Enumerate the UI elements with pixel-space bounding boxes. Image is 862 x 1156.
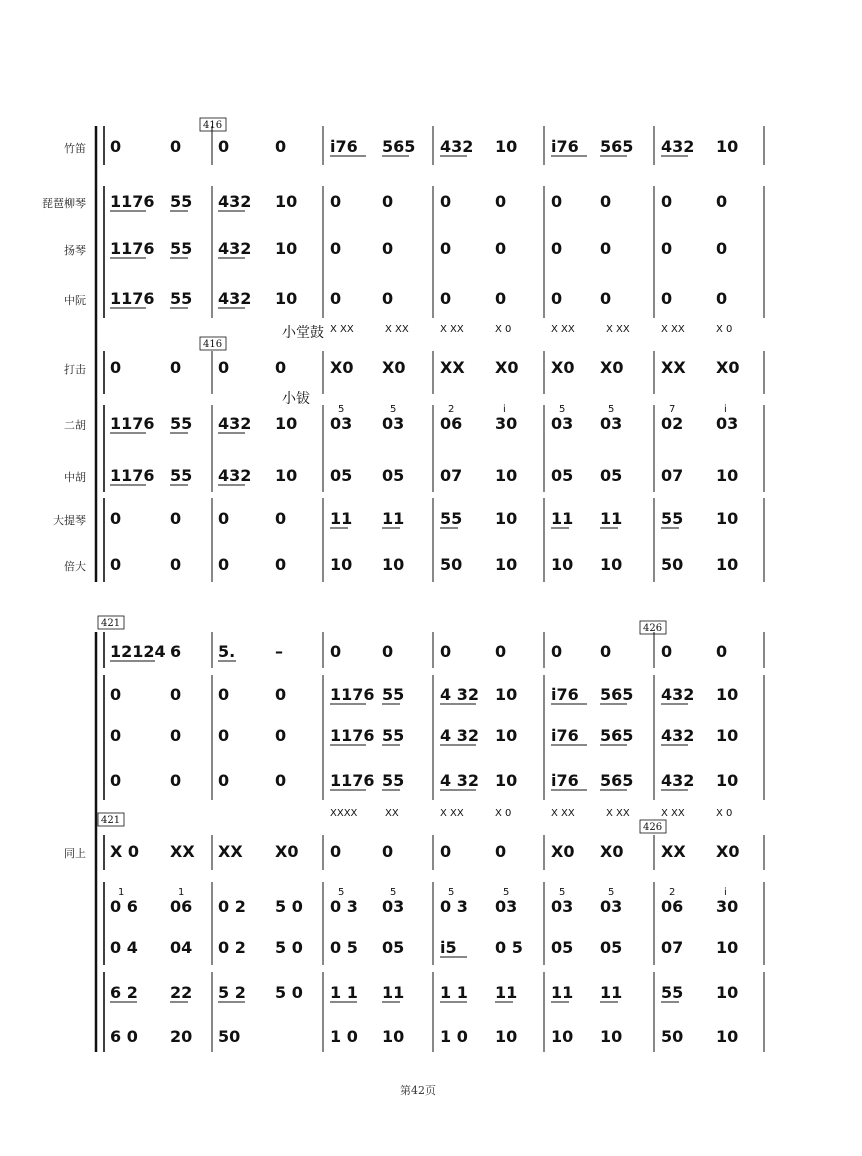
note-group: 30 xyxy=(495,414,518,433)
note-group: 0 xyxy=(110,358,122,377)
note-group: 10 xyxy=(495,726,518,745)
note-group: 11 xyxy=(600,509,623,528)
note-group: 06 xyxy=(661,897,684,916)
note-group: 03 xyxy=(551,414,574,433)
note-group: 03 xyxy=(330,414,353,433)
rehearsal-mark: 426 xyxy=(643,623,663,634)
note-group: 0 xyxy=(275,685,287,704)
rhythm-cell: X 0 xyxy=(495,324,512,335)
note-group: 06 xyxy=(440,414,463,433)
note-group: 5 2 xyxy=(218,983,246,1002)
note-group: 11 xyxy=(382,509,405,528)
note-group: 4 32 xyxy=(440,726,479,745)
note-group: 10 xyxy=(382,1027,405,1046)
note-group: 0 5 xyxy=(495,938,523,957)
note-group: 432 xyxy=(218,466,252,485)
note-group: 55 xyxy=(382,685,405,704)
note-group: 50 xyxy=(440,555,463,574)
note-group: 1 1 xyxy=(440,983,468,1002)
rhythm-cell: XXXX xyxy=(330,808,358,819)
upper-note: 5 xyxy=(338,887,345,898)
note-group: 565 xyxy=(382,137,416,156)
rehearsal-mark: 416 xyxy=(203,120,223,131)
note-group: i̇76 xyxy=(551,771,579,790)
note-group: 0 xyxy=(330,239,342,258)
note-group: 10 xyxy=(495,1027,518,1046)
note-group: 07 xyxy=(440,466,463,485)
note-group: 10 xyxy=(275,289,298,308)
note-group: 1176 xyxy=(110,414,155,433)
rehearsal-mark: 426 xyxy=(643,822,663,833)
note-group: 11 xyxy=(600,983,623,1002)
instrument-label: 扬琴 xyxy=(64,244,86,257)
note-group: 10 xyxy=(716,771,739,790)
page-number: 第42页 xyxy=(400,1084,436,1097)
note-group: 1176 xyxy=(330,771,375,790)
note-group: 432 xyxy=(661,726,695,745)
upper-note: i̇ xyxy=(724,404,727,415)
note-group: 55 xyxy=(170,239,193,258)
note-group: 0 xyxy=(382,239,394,258)
note-group: 0 xyxy=(170,685,182,704)
rhythm-cell: X 0 xyxy=(495,808,512,819)
upper-note: 5 xyxy=(448,887,455,898)
note-group: 432 xyxy=(661,137,695,156)
note-group: 30 xyxy=(716,897,739,916)
note-group: X0 xyxy=(716,842,740,861)
note-group: 0 xyxy=(661,239,673,258)
upper-note: 2 xyxy=(669,887,676,898)
rhythm-cell: X XX xyxy=(606,808,630,819)
note-group: X0 xyxy=(330,358,354,377)
note-group: 55 xyxy=(382,726,405,745)
note-group: 432 xyxy=(661,771,695,790)
note-group: 0 xyxy=(110,685,122,704)
instrument-label: 大提琴 xyxy=(53,514,86,527)
note-group: 0 xyxy=(716,192,728,211)
note-group: 0 xyxy=(110,771,122,790)
note-group: X0 xyxy=(551,358,575,377)
upper-note: 5 xyxy=(608,887,615,898)
note-group: 11 xyxy=(495,983,518,1002)
rhythm-cell: X XX xyxy=(440,324,464,335)
note-group: 0 xyxy=(330,842,342,861)
note-group: 10 xyxy=(716,685,739,704)
rhythm-cell: X XX xyxy=(440,808,464,819)
rhythm-cell: X XX xyxy=(385,324,409,335)
note-group: 0 xyxy=(495,289,507,308)
note-group: 0 3 xyxy=(330,897,358,916)
note-group: XX xyxy=(170,842,195,861)
note-group: 55 xyxy=(661,509,684,528)
note-group: 432 xyxy=(218,414,252,433)
note-group: 0 xyxy=(330,642,342,661)
note-group: 55 xyxy=(170,466,193,485)
note-group: 10 xyxy=(495,509,518,528)
note-group: 10 xyxy=(495,771,518,790)
note-group: i̇76 xyxy=(330,137,358,156)
note-group: X0 xyxy=(551,842,575,861)
note-group: X0 xyxy=(382,358,406,377)
note-group: XX xyxy=(661,842,686,861)
note-group: 432 xyxy=(440,137,474,156)
note-group: 0 xyxy=(716,239,728,258)
upper-note: 1 xyxy=(118,887,125,898)
note-group: 05 xyxy=(600,466,623,485)
upper-note: 5 xyxy=(390,887,397,898)
note-group: 0 xyxy=(382,289,394,308)
note-group: 0 xyxy=(661,289,673,308)
note-group: 12124 xyxy=(110,642,166,661)
note-group: 0 xyxy=(551,239,563,258)
note-group: 6 xyxy=(170,642,182,661)
note-group: 03 xyxy=(600,897,623,916)
note-group: 0 3 xyxy=(440,897,468,916)
note-group: XX xyxy=(440,358,465,377)
note-group: 07 xyxy=(661,938,684,957)
note-group: 05 xyxy=(382,938,405,957)
rehearsal-mark: 421 xyxy=(101,815,121,826)
note-group: 1 0 xyxy=(330,1027,358,1046)
note-group: 432 xyxy=(218,192,252,211)
note-group: 0 xyxy=(170,555,182,574)
note-group: 0 xyxy=(551,289,563,308)
note-group: 0 xyxy=(495,192,507,211)
note-group: X0 xyxy=(716,358,740,377)
note-group: i̇76 xyxy=(551,726,579,745)
note-group: i̇76 xyxy=(551,137,579,156)
note-group: 04 xyxy=(170,938,193,957)
instrument-label: 中阮 xyxy=(64,294,86,307)
upper-note: 2 xyxy=(448,404,455,415)
rhythm-cell: X XX xyxy=(551,808,575,819)
note-group: 10 xyxy=(275,239,298,258)
rhythm-cell: X 0 xyxy=(716,324,733,335)
note-group: – xyxy=(275,642,283,661)
instrument-labels xyxy=(42,141,86,860)
note-group: 0 xyxy=(170,771,182,790)
note-group: 10 xyxy=(495,685,518,704)
instrument-label: 二胡 xyxy=(64,419,86,432)
note-group: 0 xyxy=(275,358,287,377)
note-group: 10 xyxy=(551,1027,574,1046)
note-group: 10 xyxy=(495,137,518,156)
note-group: 55 xyxy=(440,509,463,528)
note-group: 50 xyxy=(661,555,684,574)
upper-note: 5 xyxy=(503,887,510,898)
note-group: 1 1 xyxy=(330,983,358,1002)
note-group: 10 xyxy=(275,192,298,211)
note-group: 0 xyxy=(218,685,230,704)
note-group: 1176 xyxy=(110,466,155,485)
note-group: 03 xyxy=(382,414,405,433)
note-group: 0 6 xyxy=(110,897,138,916)
note-group: 10 xyxy=(382,555,405,574)
note-group: 10 xyxy=(600,555,623,574)
small-cymbal-annotation: 小钹 xyxy=(282,391,310,407)
note-group: 0 xyxy=(661,192,673,211)
note-group: 05 xyxy=(330,466,353,485)
note-group: 10 xyxy=(716,466,739,485)
note-group: 0 xyxy=(275,726,287,745)
note-group: 5. xyxy=(218,642,236,661)
note-group: 10 xyxy=(716,983,739,1002)
note-group: 5 0 xyxy=(275,897,303,916)
note-group: 06 xyxy=(170,897,193,916)
note-group: 0 xyxy=(170,726,182,745)
note-group: 07 xyxy=(661,466,684,485)
note-group: XX xyxy=(218,842,243,861)
note-group: 0 xyxy=(440,289,452,308)
note-group: 1176 xyxy=(110,289,155,308)
upper-note: 5 xyxy=(559,404,566,415)
note-group: 565 xyxy=(600,726,634,745)
note-group: 11 xyxy=(551,983,574,1002)
upper-note: i̇ xyxy=(503,404,506,415)
note-group: 50 xyxy=(661,1027,684,1046)
note-group: 11 xyxy=(382,983,405,1002)
note-group: 1176 xyxy=(330,726,375,745)
upper-note: 5 xyxy=(608,404,615,415)
note-group: 4 32 xyxy=(440,771,479,790)
note-group: 10 xyxy=(551,555,574,574)
note-group: i̇5 xyxy=(440,938,457,957)
note-group: 0 xyxy=(382,642,394,661)
upper-note: 5 xyxy=(559,887,566,898)
note-group: 0 xyxy=(110,555,122,574)
note-group: 0 xyxy=(218,509,230,528)
instrument-label: 竹笛 xyxy=(64,142,86,155)
instrument-label: 中胡 xyxy=(64,471,86,484)
rhythm-cell: XX xyxy=(385,808,399,819)
rhythm-cell: X XX xyxy=(330,324,354,335)
rhythm-cell: X XX xyxy=(661,808,685,819)
note-group: 0 xyxy=(330,192,342,211)
note-group: 0 xyxy=(661,642,673,661)
instrument-label: 琵琶柳琴 xyxy=(42,197,86,210)
note-group: 0 xyxy=(275,771,287,790)
note-group: 0 xyxy=(218,358,230,377)
note-group: 03 xyxy=(495,897,518,916)
note-group: 50 xyxy=(218,1027,241,1046)
note-group: 1176 xyxy=(110,239,155,258)
note-group: 03 xyxy=(600,414,623,433)
upper-note: i̇ xyxy=(724,887,727,898)
note-group: 0 xyxy=(600,239,612,258)
note-group: 05 xyxy=(382,466,405,485)
note-group: X0 xyxy=(600,842,624,861)
note-group: 11 xyxy=(551,509,574,528)
note-group: 5 0 xyxy=(275,983,303,1002)
note-groups xyxy=(110,137,739,1046)
note-group: 0 xyxy=(440,642,452,661)
upper-note: 1 xyxy=(178,887,185,898)
instrument-label: 倍大 xyxy=(64,560,86,573)
note-group: 0 xyxy=(495,239,507,258)
note-group: 55 xyxy=(661,983,684,1002)
note-group: 10 xyxy=(495,466,518,485)
note-group: 0 xyxy=(218,555,230,574)
note-group: 0 xyxy=(440,842,452,861)
note-group: 03 xyxy=(551,897,574,916)
note-group: 20 xyxy=(170,1027,193,1046)
note-group: 0 xyxy=(110,137,122,156)
note-group: 22 xyxy=(170,983,193,1002)
note-group: 10 xyxy=(716,1027,739,1046)
note-group: 10 xyxy=(716,726,739,745)
instrument-label: 同上 xyxy=(64,847,86,860)
upper-note: 5 xyxy=(338,404,345,415)
note-group: 6 2 xyxy=(110,983,138,1002)
rehearsal-mark: 421 xyxy=(101,618,121,629)
note-group: 05 xyxy=(551,466,574,485)
note-group: 10 xyxy=(716,938,739,957)
note-group: 0 xyxy=(275,509,287,528)
note-group: 0 xyxy=(440,192,452,211)
note-group: 0 xyxy=(170,358,182,377)
note-group: 0 2 xyxy=(218,897,246,916)
note-group: 55 xyxy=(170,289,193,308)
note-group: 02 xyxy=(661,414,684,433)
note-group: X 0 xyxy=(110,842,140,861)
note-group: 0 xyxy=(218,771,230,790)
note-group: 10 xyxy=(495,555,518,574)
note-group: 0 xyxy=(440,239,452,258)
note-group: 565 xyxy=(600,771,634,790)
note-group: 0 xyxy=(716,289,728,308)
note-group: 4 32 xyxy=(440,685,479,704)
note-group: 10 xyxy=(716,555,739,574)
rhythm-cell: X XX xyxy=(661,324,685,335)
note-group: 03 xyxy=(716,414,739,433)
upper-note: 7 xyxy=(669,404,676,415)
note-group: 10 xyxy=(600,1027,623,1046)
note-group: 0 2 xyxy=(218,938,246,957)
note-group: 0 xyxy=(330,289,342,308)
note-group: 0 xyxy=(110,726,122,745)
rhythm-cell: X 0 xyxy=(716,808,733,819)
note-group: 55 xyxy=(170,192,193,211)
small-drum-annotation: 小堂鼓 xyxy=(282,325,324,341)
rhythm-cell: X XX xyxy=(551,324,575,335)
note-group: 1 0 xyxy=(440,1027,468,1046)
note-group: 10 xyxy=(716,509,739,528)
rhythm-cell: X XX xyxy=(606,324,630,335)
note-group: 0 xyxy=(551,642,563,661)
note-group: 0 4 xyxy=(110,938,138,957)
note-group: 6 0 xyxy=(110,1027,138,1046)
note-group: 55 xyxy=(170,414,193,433)
note-group: 0 xyxy=(218,726,230,745)
note-group: 5 0 xyxy=(275,938,303,957)
note-group: 0 xyxy=(495,842,507,861)
note-group: 0 xyxy=(600,642,612,661)
note-group: 0 5 xyxy=(330,938,358,957)
note-group: 0 xyxy=(551,192,563,211)
note-group: 0 xyxy=(218,137,230,156)
note-group: X0 xyxy=(275,842,299,861)
note-group: 0 xyxy=(275,555,287,574)
note-group: 11 xyxy=(330,509,353,528)
note-group: 1176 xyxy=(330,685,375,704)
note-group: 10 xyxy=(275,414,298,433)
note-group: 0 xyxy=(495,642,507,661)
note-group: 0 xyxy=(600,192,612,211)
note-group: 0 xyxy=(716,642,728,661)
note-group: 432 xyxy=(661,685,695,704)
note-group: 432 xyxy=(218,239,252,258)
note-group: 55 xyxy=(382,771,405,790)
note-group: 0 xyxy=(382,842,394,861)
instrument-label: 打击 xyxy=(64,363,86,376)
note-group: 03 xyxy=(382,897,405,916)
note-group: 10 xyxy=(716,137,739,156)
note-group: 05 xyxy=(551,938,574,957)
note-group: X0 xyxy=(495,358,519,377)
upper-note: 5 xyxy=(390,404,397,415)
note-group: X0 xyxy=(600,358,624,377)
note-group: 0 xyxy=(600,289,612,308)
note-group: 432 xyxy=(218,289,252,308)
rehearsal-mark: 416 xyxy=(203,339,223,350)
note-group: 1176 xyxy=(110,192,155,211)
note-group: 0 xyxy=(170,137,182,156)
note-group: 0 xyxy=(110,509,122,528)
note-group: 0 xyxy=(382,192,394,211)
note-group: 10 xyxy=(330,555,353,574)
note-group: 05 xyxy=(600,938,623,957)
note-group: XX xyxy=(661,358,686,377)
note-group: 10 xyxy=(275,466,298,485)
note-group: 0 xyxy=(170,509,182,528)
note-group: i̇76 xyxy=(551,685,579,704)
note-group: 0 xyxy=(275,137,287,156)
note-group: 565 xyxy=(600,137,634,156)
note-group: 565 xyxy=(600,685,634,704)
